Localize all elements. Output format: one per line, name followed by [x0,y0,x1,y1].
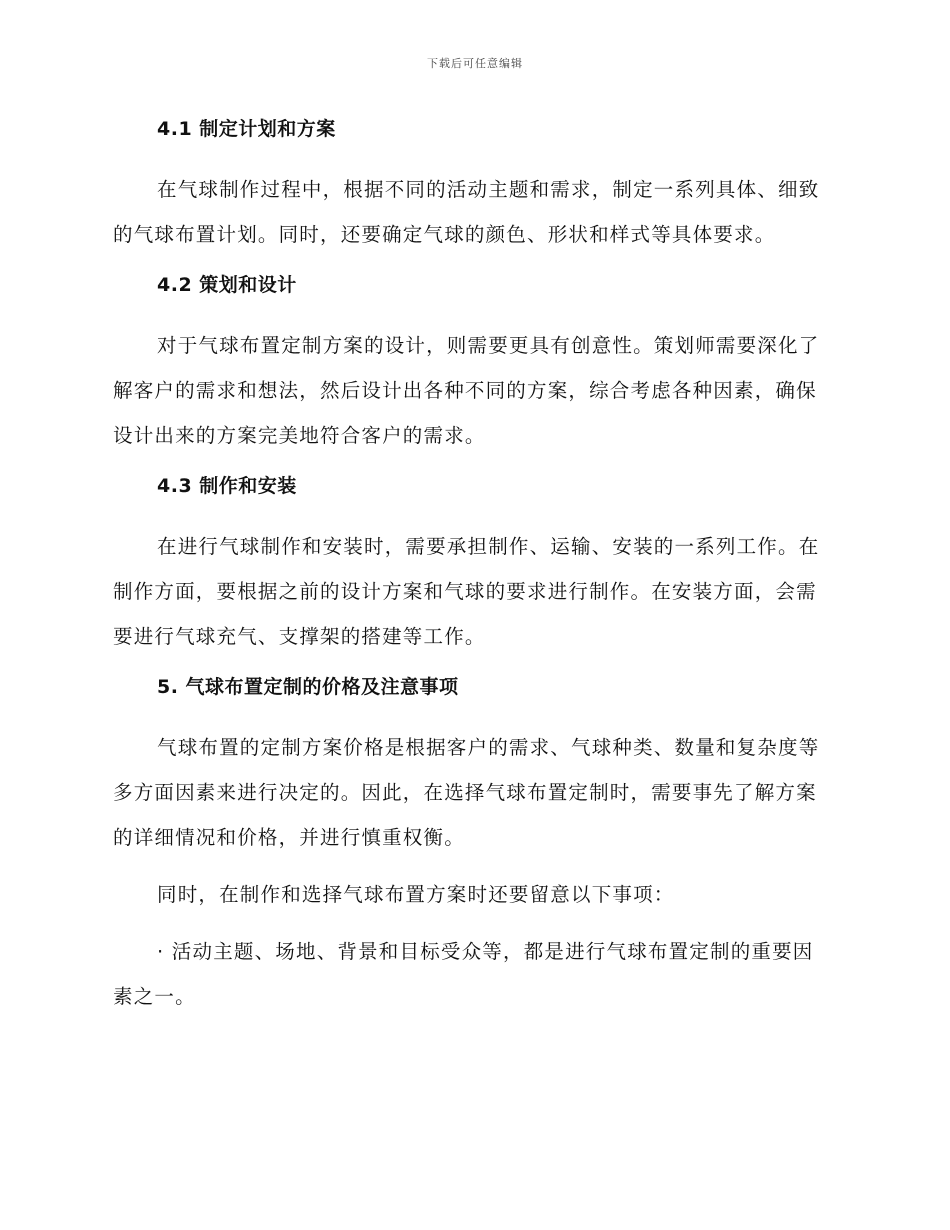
section-heading-4-2: 4.2 策划和设计 [157,274,297,296]
bullet-item-1: · 活动主题、场地、背景和目标受众等，都是进行气球布置定制的重要因素之一。 [113,940,814,1008]
section-paragraph-4-3: 在进行气球制作和安装时，需要承担制作、运输、安装的一系列工作。在制作方面，要根据之前的设计方案和气球的要求进行制作。在安装方面，会需要进行气球充气、支撑架的搭建等工作。 [113,535,820,648]
section-paragraph-4-1: 在气球制作过程中，根据不同的活动主题和需求，制定一系列具体、细致的气球布置计划。同时，还要确定气球的颜色、形状和样式等具体要求。 [113,178,820,246]
section-heading-5: 5. 气球布置定制的价格及注意事项 [157,676,459,698]
section-heading-4-1: 4.1 制定计划和方案 [157,118,336,140]
section-heading-4-3: 4.3 制作和安装 [157,475,297,497]
section-paragraph-4-2: 对于气球布置定制方案的设计，则需要更具有创意性。策划师需要深化了解客户的需求和想法，然后设计出各种不同的方案，综合考虑各种因素，确保设计出来的方案完美地符合客户的需求。 [113,334,820,447]
document-body [113,113,833,1019]
page-header: 下载后可任意编辑 [427,57,523,70]
section-paragraph-5-notes-intro: 同时，在制作和选择气球布置方案时还要留意以下事项： [157,883,675,906]
section-paragraph-5-price: 气球布置的定制方案价格是根据客户的需求、气球种类、数量和复杂度等多方面因素来进行决定的。因此，在选择气球布置定制时，需要事先了解方案的详细情况和价格，并进行慎重权衡。 [113,736,820,849]
